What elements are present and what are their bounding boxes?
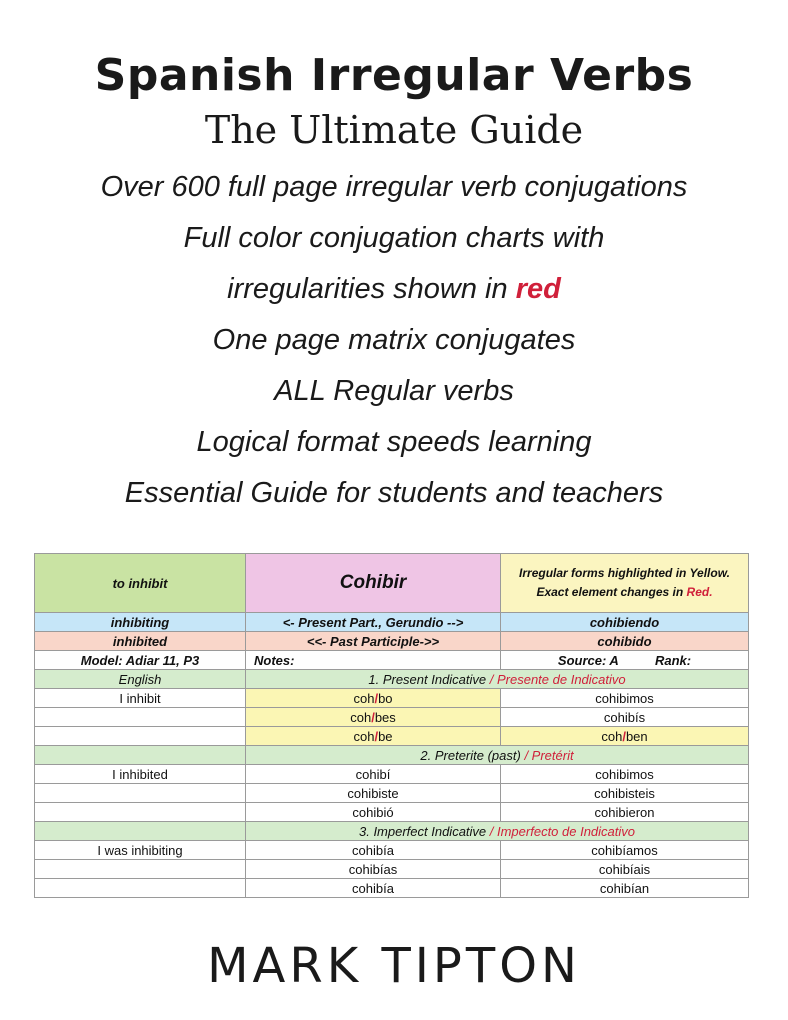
section-header-row — [35, 822, 749, 841]
feature-line: One page matrix conjugates — [212, 324, 576, 356]
english-gloss: I inhibited — [35, 765, 246, 784]
english-gloss-empty — [35, 727, 246, 746]
form-part: coh — [350, 709, 372, 725]
gerund-row — [35, 613, 749, 632]
rank-text: Rank: — [654, 652, 692, 668]
english-infinitive: to inhibit — [35, 554, 246, 613]
legend-line — [501, 583, 748, 602]
conj-form-irregular — [246, 708, 501, 727]
participle-form: cohibido — [501, 632, 749, 651]
conj-form: cohibí — [246, 765, 501, 784]
section-title — [246, 670, 749, 689]
english-gloss-empty — [35, 784, 246, 803]
red-word: red — [515, 273, 561, 305]
conj-form: cohibimos — [501, 689, 749, 708]
conj-form-irregular — [246, 689, 501, 708]
section-title-es: / Presente de Indicativo — [486, 671, 626, 687]
author-name: MARK TIPTON — [207, 938, 581, 994]
english-gloss-empty — [35, 803, 246, 822]
english-gloss-empty — [35, 879, 246, 898]
model-row — [35, 651, 749, 670]
feature-line: Logical format speeds learning — [196, 426, 592, 458]
feature-line: ALL Regular verbs — [274, 375, 514, 407]
feature-line: Over 600 full page irregular verb conjugations — [100, 171, 688, 203]
form-part: ben — [625, 728, 648, 744]
legend-note — [501, 554, 749, 613]
model-cell: Model: Adiar 11, P3 — [35, 651, 246, 670]
table-row — [35, 708, 749, 727]
gerund-label: <- Present Part., Gerundio --> — [246, 613, 501, 632]
book-title: Spanish Irregular Verbs — [94, 50, 694, 101]
feature-line: Essential Guide for students and teachers — [124, 477, 664, 509]
section-title-es: / Pretérit — [520, 747, 574, 763]
section-header-row — [35, 746, 749, 765]
section-header-empty — [35, 746, 246, 765]
conj-form: cohibíamos — [501, 841, 749, 860]
conj-form: cohibisteis — [501, 784, 749, 803]
feature-list — [0, 162, 788, 519]
legend-red-word: Red. — [686, 585, 713, 599]
form-part: bo — [378, 690, 393, 706]
conj-form: cohibía — [246, 879, 501, 898]
english-gloss: I inhibit — [35, 689, 246, 708]
section-header-row — [35, 670, 749, 689]
form-part: coh — [601, 728, 623, 744]
section-title-en: 1. Present Indicative — [368, 671, 487, 687]
source-rank-cell — [501, 651, 749, 670]
section-title-en: 3. Imperfect Indicative — [358, 823, 487, 839]
conj-form-irregular — [246, 727, 501, 746]
conj-form: cohibió — [246, 803, 501, 822]
form-part: coh — [353, 728, 375, 744]
conj-form: cohibían — [501, 879, 749, 898]
english-gloss-empty — [35, 708, 246, 727]
legend-text: Exact element changes in — [536, 585, 684, 599]
change-mark: / — [374, 690, 379, 706]
conj-form: cohibieron — [501, 803, 749, 822]
english-gloss-empty — [35, 860, 246, 879]
table-row — [35, 841, 749, 860]
conj-form: cohibiste — [246, 784, 501, 803]
feature-line-text: irregularities shown in — [227, 273, 516, 305]
change-mark: / — [371, 709, 375, 725]
table-row — [35, 727, 749, 746]
table-row — [35, 803, 749, 822]
gerund-form: cohibiendo — [501, 613, 749, 632]
table-row — [35, 784, 749, 803]
feature-line — [0, 264, 788, 315]
participle-label: <<- Past Participle->> — [246, 632, 501, 651]
participle-english: inhibited — [35, 632, 246, 651]
table-row — [35, 689, 749, 708]
table-row — [35, 860, 749, 879]
section-header-empty — [35, 822, 246, 841]
form-part: be — [378, 728, 393, 744]
change-mark: / — [622, 728, 626, 744]
table-row — [35, 765, 749, 784]
table-row — [35, 879, 749, 898]
source-text: Source: A — [557, 652, 619, 668]
english-column-header: English — [35, 670, 246, 689]
conj-form: cohibías — [246, 860, 501, 879]
notes-cell: Notes: — [246, 651, 501, 670]
table-header-row — [35, 554, 749, 613]
gerund-english: inhibiting — [35, 613, 246, 632]
section-title-es: / Imperfecto de Indicativo — [486, 823, 636, 839]
change-mark: / — [374, 728, 379, 744]
form-part: bes — [374, 709, 396, 725]
conj-form: cohibíais — [501, 860, 749, 879]
conjugation-table — [34, 553, 749, 898]
conj-form: cohibía — [246, 841, 501, 860]
feature-line: Full color conjugation charts with — [183, 222, 605, 254]
legend-line: Irregular forms highlighted in Yellow. — [519, 566, 730, 580]
conj-form-irregular — [501, 727, 749, 746]
section-title-en: 2. Preterite (past) — [420, 747, 521, 763]
conj-form: cohibimos — [501, 765, 749, 784]
form-part: coh — [353, 690, 375, 706]
conj-form: cohibís — [501, 708, 749, 727]
section-title — [246, 822, 749, 841]
spanish-infinitive: Cohibir — [246, 554, 501, 613]
english-gloss: I was inhibiting — [35, 841, 246, 860]
section-title — [246, 746, 749, 765]
participle-row — [35, 632, 749, 651]
book-subtitle: The Ultimate Guide — [204, 108, 584, 152]
